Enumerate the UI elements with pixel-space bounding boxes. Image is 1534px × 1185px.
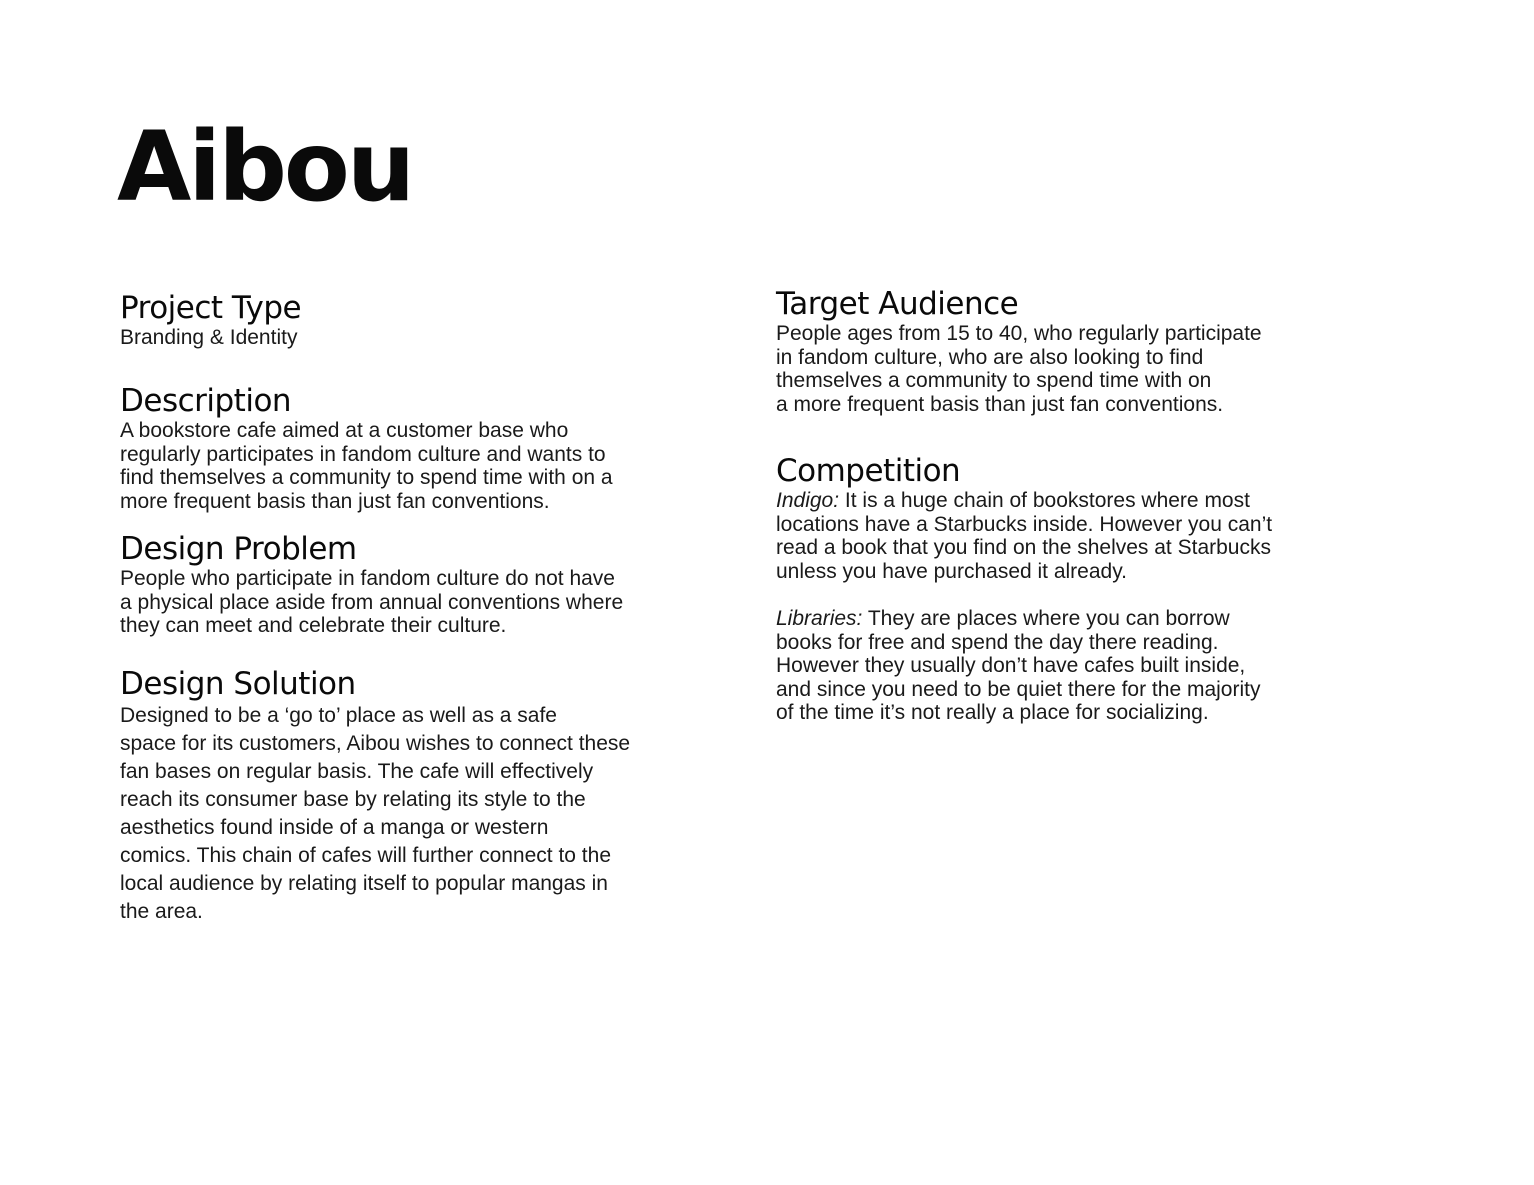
- competitor-libraries: [776, 607, 1272, 725]
- description-section: [120, 383, 613, 513]
- target-audience-heading: Target Audience: [776, 286, 1019, 322]
- competitor-description: It is a huge chain of bookstores where most locations have a Starbucks inside. However you can’t read a book that you find on the shelves at Starbucks unless you have purchased it already.: [776, 489, 1273, 583]
- competitor-description: They are places where you can borrow books for free and spend the day there reading. However they usually don’t have cafes built inside, and since you need to be quiet there for the majority of the time it’s not really a place for socializing.: [776, 607, 1261, 724]
- description-heading: Description: [120, 383, 292, 419]
- project-type-heading: Project Type: [120, 290, 302, 326]
- project-type-text: Branding & Identity: [120, 326, 298, 349]
- competitor-indigo: [776, 489, 1272, 583]
- design-solution-section: [120, 666, 630, 926]
- competitor-name: Libraries:: [776, 607, 863, 630]
- paragraph-spacer: [776, 583, 1272, 607]
- target-audience-text: People ages from 15 to 40, who regularly participate in fandom culture, who are also looking to find themselves a community to spend time with on a more frequent basis than just fan conventions.: [776, 322, 1262, 416]
- design-problem-text: People who participate in fandom culture do not have a physical place aside from annual conventions where they can meet and celebrate their culture.: [120, 567, 624, 637]
- project-type-section: [120, 290, 301, 350]
- design-solution-text: Designed to be a ‘go to’ place as well as a safe space for its customers, Aibou wishes to connect these fan bases on regular basis. The cafe will effectively reach its consumer base by relating its style to the aesthetics found inside of a manga or western comics. This chain of cafes will further connect to the local audience by relating itself to popular mangas in the area.: [120, 704, 631, 923]
- competition-heading: Competition: [776, 453, 961, 489]
- design-problem-section: [120, 531, 623, 638]
- page-title: Aibou: [117, 111, 413, 223]
- competitor-name: Indigo:: [776, 489, 840, 512]
- design-solution-heading: Design Solution: [120, 666, 356, 702]
- target-audience-section: [776, 286, 1262, 416]
- design-problem-heading: Design Problem: [120, 531, 357, 567]
- competition-section: [776, 453, 1272, 725]
- description-text: A bookstore cafe aimed at a customer base who regularly participates in fandom culture and wants to find themselves a community to spend time with on a more frequent basis than just fan conventions.: [120, 419, 613, 513]
